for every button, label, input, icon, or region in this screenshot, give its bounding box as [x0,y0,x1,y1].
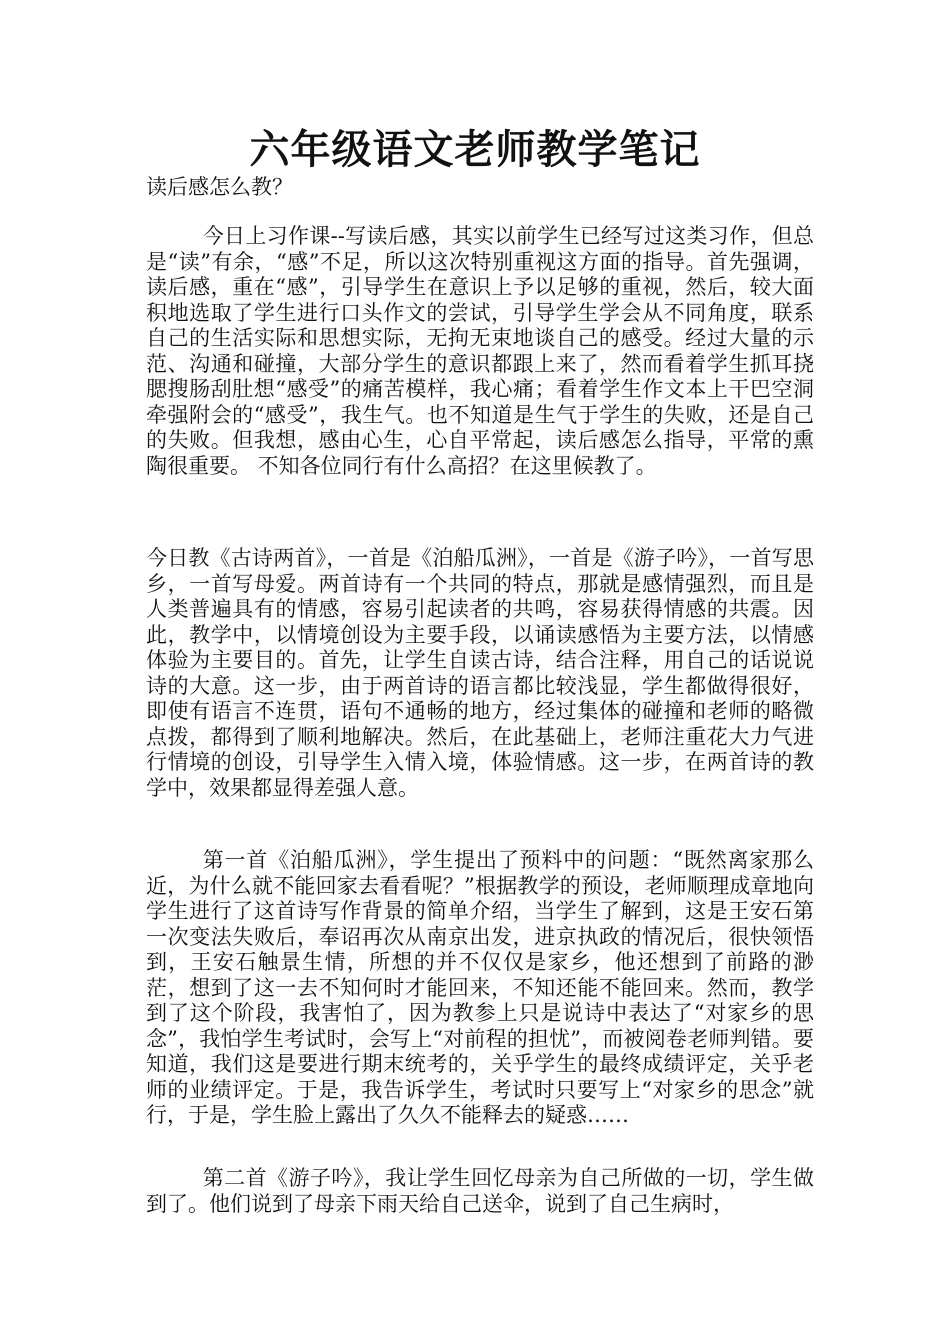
document-title: 六年级语文老师教学笔记 [249,126,701,173]
document-subtitle: 读后感怎么教？ [146,175,293,199]
paragraph-ancient-poems: 今日教《古诗两首》，一首是《泊船瓜洲》，一首是《游子吟》，一首写思乡，一首写母爱。两首诗有一个共同的特点，那就是感情强烈，而且是人类普遍具有的情感，容易引起读者的共鸣，容易获得情感的共震。因此，教学中，以情境创设为主要手段，以诵读感悟为主要方法，以情感体验为主要目的。首先，让学生自读古诗，结合注释，用自己的话说说诗的大意。这一步，由于两首诗的语言都比较浅显，学生都做得很好，即使有语言不连贯，语句不通畅的地方，经过集体的碰撞和老师的略微点拨，都得到了顺利地解决。然后，在此基础上，老师注重花大力气进行情境的创设，引导学生入情入境，体验情感。这一步，在两首诗的教学中，效果都显得差强人意。 [146,546,814,800]
paragraph-bochuan-guazhou: 第一首《泊船瓜洲》，学生提出了预料中的问题：“既然离家那么近，为什么就不能回家去看看呢？”根据教学的预设，老师顺理成章地向学生进行了这首诗写作背景的简单介绍，当学生了解到，这是王安石第一次变法失败后，奉诏再次从南京出发，进京执政的情况后，很快领悟到，王安石触景生情，所想的并不仅仅是家乡，他还想到了前路的渺茫，想到了这一去不知何时才能回来，不知还能不能回来。然而，教学到了这个阶段，我害怕了，因为教参上只是说诗中表达了“对家乡的思念”，我怕学生考试时，会写上“对前程的担忧”，而被阅卷老师判错。要知道，我们这是要进行期末统考的，关乎学生的最终成绩评定，关乎老师的业绩评定。于是，我告诉学生，考试时只要写上“对家乡的思念”就行，于是，学生脸上露出了久久不能释去的疑惑…… [146,848,814,1127]
paragraph-reading-reflection: 今日上习作课--写读后感，其实以前学生已经写过这类习作，但总是“读”有余，“感”不足，所以这次特别重视这方面的指导。首先强调，读后感，重在“感”，引导学生在意识上予以足够的重视，然后，较大面积地选取了学生进行口头作文的尝试，引导学生学会从不同角度，联系自己的生活实际和思想实际，无拘无束地谈自己的感受。经过大量的示范、沟通和碰撞，大部分学生的意识都跟上来了，然而看着学生抓耳挠腮搜肠刮肚想“感受”的痛苦模样，我心痛；看着学生作文本上干巴空洞牵强附会的“感受”，我生气。也不知道是生气于学生的失败，还是自己的失败。但我想，感由心生，心自平常起，读后感怎么指导，平常的熏陶很重要。 不知各位同行有什么高招？在这里候教了。 [146,224,814,478]
paragraph-youziyin: 第二首《游子吟》，我让学生回忆母亲为自己所做的一切，学生做到了。他们说到了母亲下雨天给自己送伞，说到了自己生病时， [146,1166,814,1216]
